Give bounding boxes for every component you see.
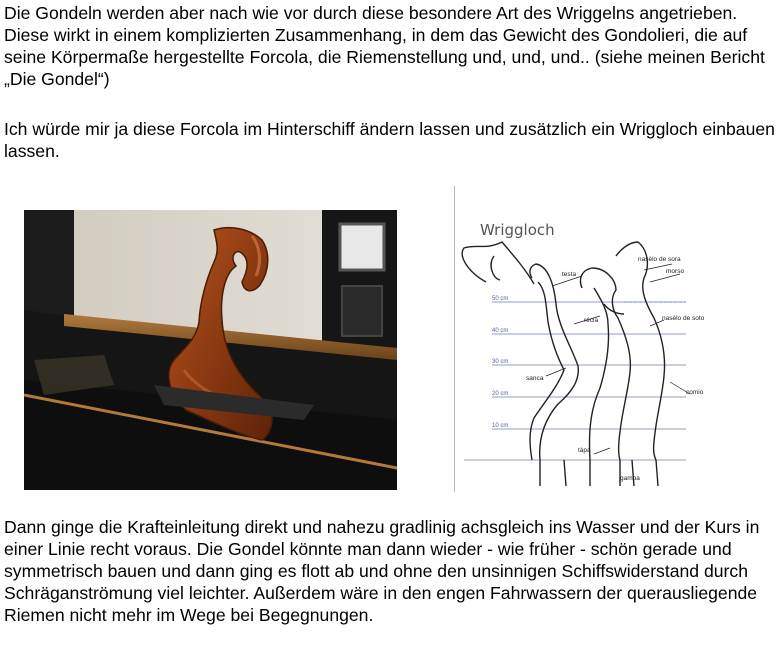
forcola-diagram-graphic — [454, 186, 776, 492]
label-sanca: sanca — [526, 375, 544, 382]
scale-20: 20 cm — [492, 391, 509, 397]
forcola-photo — [24, 210, 397, 490]
label-nasello-soto: nasèlo de soto — [662, 315, 705, 322]
label-morso: morso — [666, 268, 685, 275]
scale-10: 10 cm — [492, 423, 509, 429]
scale-50: 50 cm — [492, 296, 509, 302]
label-testa: testa — [562, 271, 577, 278]
label-gamba: gamba — [620, 475, 640, 482]
label-recia: récia — [584, 317, 599, 324]
diagram-title: Wriggloch — [480, 221, 555, 239]
paragraph-intro: Die Gondeln werden aber nach wie vor durch diese besondere Art des Wriggelns angetrieben. Diese wirkt in einem komplizierten Zusammenhang, in dem das Gewicht des Gondolieri, die auf seine Körpermaße hergestellte Forcola, die Riemenstellung und, und, und.. (siehe meinen Bericht „Die Gondel“) — [4, 3, 765, 89]
scale-40: 40 cm — [492, 328, 509, 334]
paragraph-proposal: Ich würde mir ja diese Forcola im Hinterschiff ändern lassen und zusätzlich ein Wriggloch einbauen lassen. — [4, 119, 775, 161]
label-comio: comio — [686, 389, 704, 396]
paragraph-conclusion: Dann ginge die Krafteinleitung direkt und nahezu gradlinig achsgleich ins Wasser und der Kurs in einer Linie recht voraus. Die Gondel könnte man dann wieder - wie früher - schön gerade und symmetrisch bauen und dann ging es flott ab und ohne den unsinnigen Schiffswiderstand durch Schräganströmung viel leichter. Außerdem wäre in den engen Fahrwassern der querausliegende Riemen nicht mehr im Wege bei Begegnungen. — [4, 517, 760, 625]
scale-30: 30 cm — [492, 359, 509, 365]
label-tapa: tàpa — [578, 447, 591, 454]
label-nasello-sora: nasèlo de sora — [638, 256, 681, 263]
forcola-diagram — [454, 186, 776, 492]
forcola-photo-graphic — [24, 210, 397, 490]
